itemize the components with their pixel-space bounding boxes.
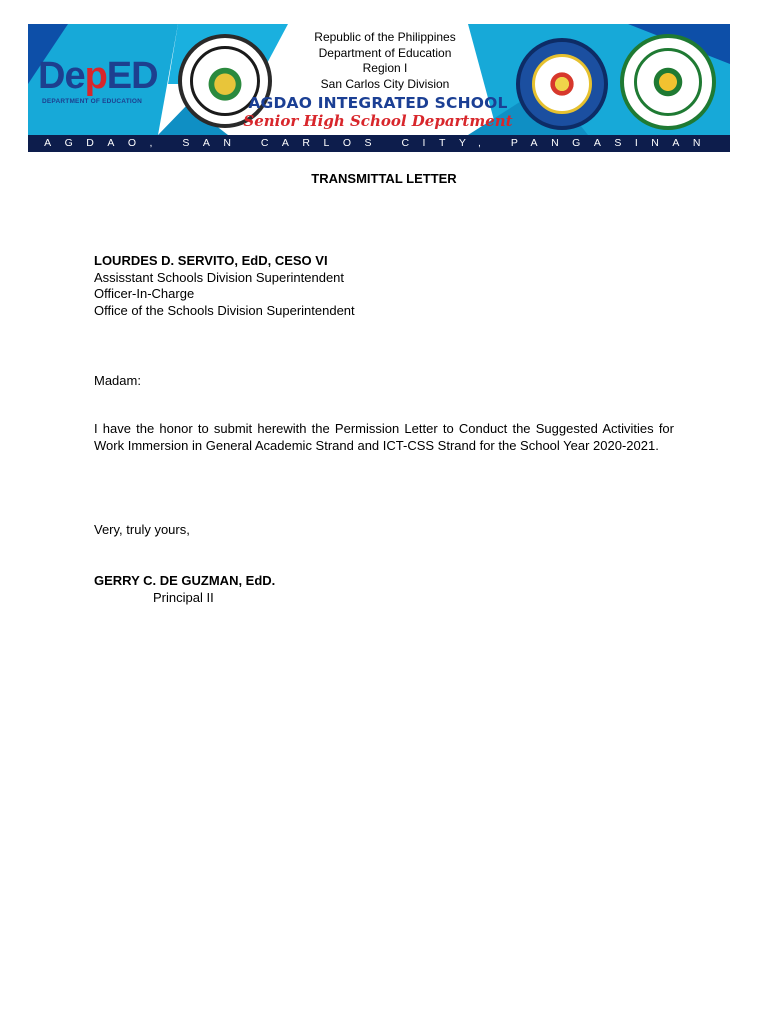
salutation: Madam: [94,373,141,388]
letterhead-line: Region I [362,61,408,75]
letterhead-lines [282,30,488,92]
sender-name: GERRY C. DE GUZMAN, EdD. [94,573,276,588]
department-name: Senior High School Department [243,112,513,130]
recipient-block [94,253,355,319]
letterhead-line: Republic of the Philippines [314,30,456,44]
recipient-line: Officer-In-Charge [94,286,195,301]
address-bar: AGDAO, SAN CARLOS CITY, PANGASINAN [28,135,730,152]
shs-seal [620,34,716,130]
deped-logo-text: DepED [38,55,158,97]
letter-title: TRANSMITTAL LETTER [311,171,457,186]
recipient-line: Office of the Schools Division Superintendent [94,302,355,318]
recipient-line: Assisstant Schools Division Superintendent [94,269,345,285]
letterhead [28,24,730,152]
closing: Very, truly yours, [94,522,190,537]
letterhead-line: Department of Education [318,45,452,60]
recipient-name: LOURDES D. SERVITO, EdD, CESO VI [94,253,328,268]
school-name: AGDAO INTEGRATED SCHOOL [248,94,508,112]
letter-body: I have the honor to submit herewith the Permission Letter to Conduct the Suggested Activities for Work Immersion in General Academic Strand and ICT-CSS Strand for the School Year 2020-2021. [94,421,674,453]
agdao-seal [516,38,608,130]
sender-position: Principal II [153,590,214,605]
deped-logo-subtext: DEPARTMENT OF EDUCATION [42,98,143,105]
deped-logo [38,54,156,114]
letterhead-line: San Carlos City Division [320,76,450,91]
